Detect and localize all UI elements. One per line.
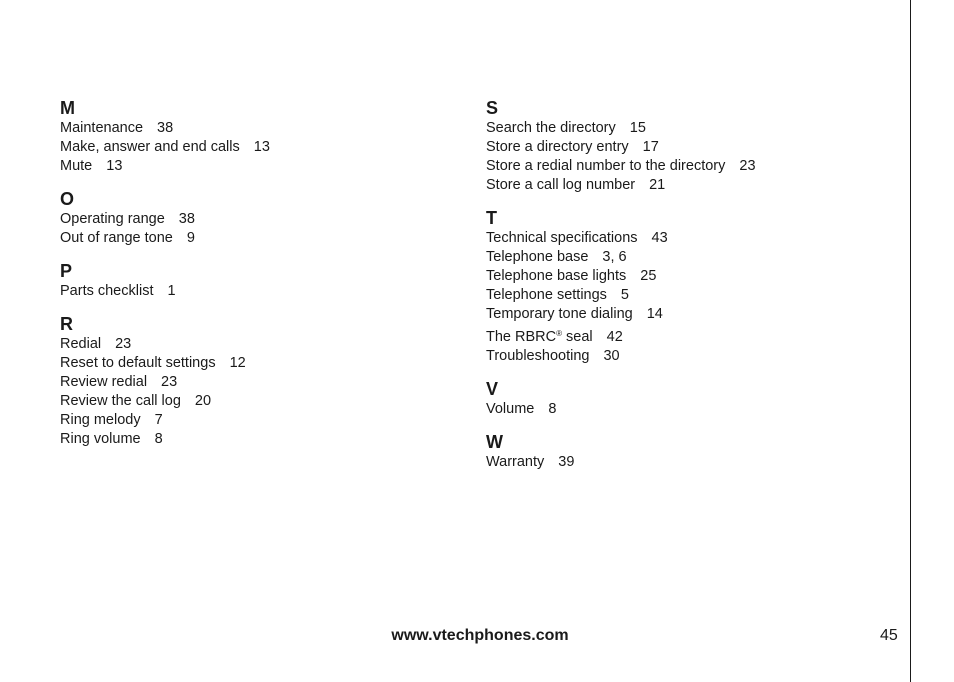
entry-page-number: 23 bbox=[161, 374, 178, 390]
section-letter: S bbox=[486, 98, 499, 118]
entry-page-number: 39 bbox=[558, 454, 575, 470]
entry-label: Troubleshooting bbox=[486, 348, 590, 364]
section-letter: O bbox=[60, 189, 75, 209]
index-entry bbox=[486, 248, 756, 267]
entry-page-number: 38 bbox=[178, 211, 195, 227]
index-entry bbox=[60, 229, 270, 248]
index-entry bbox=[60, 430, 270, 449]
section-letter: W bbox=[486, 432, 503, 452]
entry-page-number: 3, 6 bbox=[602, 249, 627, 265]
index-entry bbox=[60, 157, 270, 176]
index-entry bbox=[486, 305, 756, 324]
page-edge-rule bbox=[910, 0, 911, 682]
index-section-p bbox=[60, 260, 270, 301]
entry-label: Telephone base bbox=[486, 249, 589, 265]
section-letter: T bbox=[486, 208, 497, 228]
entry-label: Store a directory entry bbox=[486, 139, 629, 155]
entry-page-number: 21 bbox=[649, 177, 666, 193]
entry-page-number: 12 bbox=[229, 355, 246, 371]
index-entry bbox=[486, 453, 756, 472]
index-entry bbox=[60, 392, 270, 411]
index-entry bbox=[486, 157, 756, 176]
index-entry bbox=[60, 411, 270, 430]
entry-label: Parts checklist bbox=[60, 283, 154, 299]
entry-page-number: 23 bbox=[739, 158, 756, 174]
entry-label: Review redial bbox=[60, 374, 148, 390]
index-entry bbox=[60, 282, 270, 301]
index-column-right bbox=[486, 97, 756, 484]
index-entry bbox=[60, 210, 270, 229]
entry-page-number: 13 bbox=[106, 158, 123, 174]
entry-page-number: 30 bbox=[603, 348, 620, 364]
index-section-t bbox=[486, 207, 756, 366]
entry-label: Ring melody bbox=[60, 412, 141, 428]
index-entry bbox=[486, 286, 756, 305]
entry-page-number: 15 bbox=[629, 120, 646, 136]
entry-page-number: 13 bbox=[253, 139, 270, 155]
index-entry bbox=[486, 138, 756, 157]
entry-label: Out of range tone bbox=[60, 230, 173, 246]
index-entry bbox=[60, 373, 270, 392]
entry-page-number: 25 bbox=[640, 268, 657, 284]
entry-page-number: 7 bbox=[154, 412, 163, 428]
entry-label: Store a call log number bbox=[486, 177, 636, 193]
entry-label-suffix: seal bbox=[562, 329, 593, 345]
entry-page-number: 5 bbox=[620, 287, 629, 303]
entry-page-number: 23 bbox=[115, 336, 132, 352]
entry-page-number: 8 bbox=[154, 431, 163, 447]
index-section-w bbox=[486, 431, 756, 472]
entry-label: Volume bbox=[486, 401, 535, 417]
footer-url[interactable]: www.vtechphones.com bbox=[391, 627, 569, 644]
section-letter: R bbox=[60, 314, 73, 334]
entry-label: Technical specifications bbox=[486, 230, 638, 246]
registered-mark: ® bbox=[556, 329, 563, 338]
entry-page-number: 43 bbox=[651, 230, 668, 246]
index-section-r bbox=[60, 313, 270, 449]
entry-label: Store a redial number to the directory bbox=[486, 158, 726, 174]
entry-label: Search the directory bbox=[486, 120, 616, 136]
index-entry bbox=[60, 138, 270, 157]
index-section-v bbox=[486, 378, 756, 419]
index-entry bbox=[486, 324, 756, 347]
index-entry bbox=[486, 229, 756, 248]
index-entry bbox=[486, 400, 756, 419]
index-section-m bbox=[60, 97, 270, 176]
index-entry bbox=[60, 335, 270, 354]
index-column-left bbox=[60, 97, 270, 461]
section-letter: M bbox=[60, 98, 75, 118]
entry-label: Telephone base lights bbox=[486, 268, 627, 284]
entry-page-number: 20 bbox=[194, 393, 212, 409]
index-entry bbox=[486, 267, 756, 286]
entry-page-number: 8 bbox=[548, 401, 557, 417]
page-number: 45 bbox=[880, 627, 898, 644]
entry-label: Maintenance bbox=[60, 120, 144, 136]
entry-label: Reset to default settings bbox=[60, 355, 216, 371]
entry-label: Operating range bbox=[60, 211, 165, 227]
entry-label: Temporary tone dialing bbox=[486, 306, 633, 322]
entry-label: Review the call log bbox=[60, 393, 181, 409]
index-entry bbox=[60, 119, 270, 138]
index-entry bbox=[486, 119, 756, 138]
entry-label: Make, answer and end calls bbox=[60, 139, 240, 155]
index-entry bbox=[60, 354, 270, 373]
entry-page-number: 9 bbox=[186, 230, 195, 246]
section-letter: P bbox=[60, 261, 73, 281]
entry-label: The RBRC bbox=[486, 329, 557, 345]
entry-label: Mute bbox=[60, 158, 93, 174]
entry-page-number: 14 bbox=[646, 306, 663, 322]
entry-page-number: 1 bbox=[167, 283, 176, 299]
entry-label: Telephone settings bbox=[486, 287, 607, 303]
entry-page-number: 17 bbox=[642, 139, 659, 155]
index-entry bbox=[486, 347, 756, 366]
entry-label: Warranty bbox=[486, 454, 545, 470]
index-entry bbox=[486, 176, 756, 195]
entry-label: Ring volume bbox=[60, 431, 141, 447]
section-letter: V bbox=[486, 379, 499, 399]
entry-page-number: 42 bbox=[606, 329, 623, 345]
entry-label: Redial bbox=[60, 336, 102, 352]
index-section-o bbox=[60, 188, 270, 248]
entry-page-number: 38 bbox=[157, 120, 174, 136]
index-section-s bbox=[486, 97, 756, 195]
